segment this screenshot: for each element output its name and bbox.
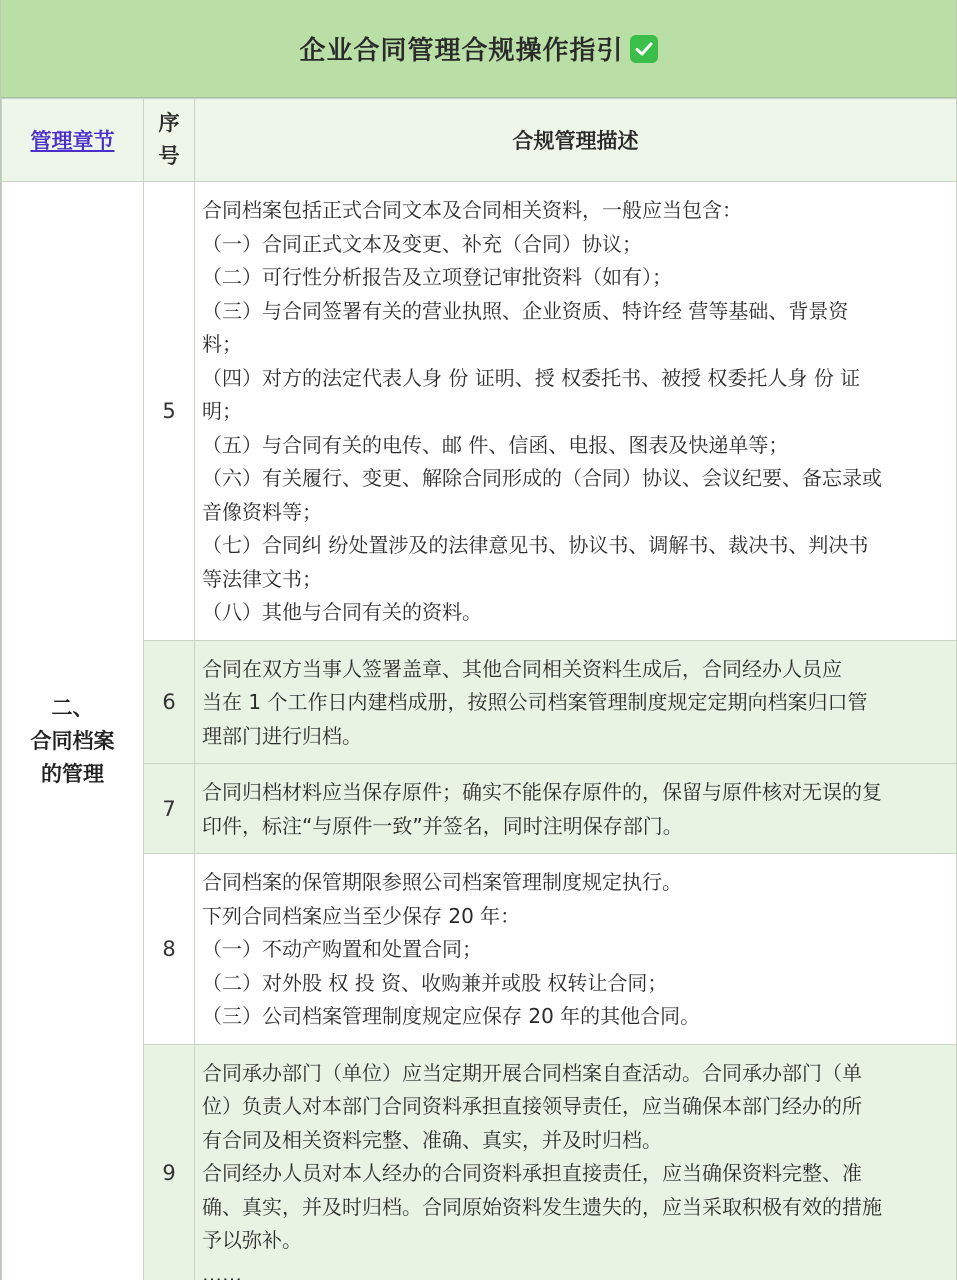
header-chapter[interactable] <box>2 99 144 182</box>
row-desc <box>195 182 957 641</box>
desc-line: 合同经办人员对本人经办的合同资料承担直接责任，应当确保资料完整、准 <box>202 1161 862 1185</box>
page-title: 企业合同管理合规操作指引 <box>299 36 624 66</box>
desc-line: 有合同及相关资料完整、准确、真实，并及时归档。 <box>202 1127 662 1152</box>
chapter-link[interactable]: 管理章节 <box>30 129 115 153</box>
section-title-line2: 的管理 <box>41 762 104 787</box>
row-seq: 9 <box>144 1044 195 1280</box>
header-seq <box>144 99 195 182</box>
desc-line: 合同档案包括正式合同文本及合同相关资料，一般应当包含： <box>202 198 742 222</box>
desc-line: 合同档案的保管期限参照公司档案管理制度规定执行。 <box>202 870 682 894</box>
header-seq-bottom: 号 <box>158 144 180 168</box>
desc-line: （一）合同正式文本及变更、补充（合同）协议； <box>202 231 642 256</box>
desc-line: 音像资料等； <box>202 499 322 524</box>
header-desc: 合规管理描述 <box>195 99 957 182</box>
table-row <box>2 640 957 764</box>
desc-line: （七）合同纠 纷处置涉及的法律意见书、协议书、调解书、裁决书、判决书 <box>202 533 869 557</box>
desc-line: …… <box>202 1261 242 1280</box>
table-row <box>2 764 957 854</box>
desc-line: （三）公司档案管理制度规定应保存 20 年的其他合同。 <box>202 1004 701 1028</box>
desc-line: 明； <box>202 399 242 423</box>
desc-line: （三）与合同签署有关的营业执照、企业资质、特许经 营等基础、背景资 <box>202 298 849 323</box>
row-seq: 5 <box>144 182 195 641</box>
section-number: 二、 <box>51 696 94 721</box>
desc-line: 合同归档材料应当保存原件；确实不能保存原件的，保留与原件核对无误的复 <box>202 780 882 804</box>
section-cell <box>2 182 144 1280</box>
desc-line: 确、真实，并及时归档。合同原始资料发生遗失的，应当采取积极有效的措施 <box>202 1194 882 1219</box>
header-seq-top: 序 <box>158 111 180 135</box>
compliance-table <box>1 98 957 1280</box>
desc-line: （八）其他与合同有关的资料。 <box>202 600 482 624</box>
row-desc <box>195 1044 957 1280</box>
row-desc <box>195 640 957 764</box>
desc-line: 印件，标注“与原件一致”并签名，同时注明保存部门。 <box>202 813 683 838</box>
desc-line: （四）对方的法定代表人身 份 证明、授 权委托书、被授 权委托人身 份 证 <box>202 365 861 390</box>
section-title-line1: 合同档案 <box>30 729 115 754</box>
table-row <box>2 1044 957 1280</box>
row-seq: 6 <box>144 640 195 764</box>
desc-line: 理部门进行归档。 <box>202 723 362 748</box>
title-bar <box>1 0 956 98</box>
desc-line: （一）不动产购置和处置合同； <box>202 937 482 961</box>
table-row <box>2 854 957 1045</box>
desc-line: 位）负责人对本部门合同资料承担直接领导责任，应当确保本部门经办的所 <box>202 1094 862 1118</box>
desc-line: 合同在双方当事人签署盖章、其他合同相关资料生成后，合同经办人员应 <box>202 656 842 681</box>
desc-line: （六）有关履行、变更、解除合同形成的（合同）协议、会议纪要、备忘录或 <box>202 466 882 490</box>
row-desc <box>195 854 957 1045</box>
desc-line: 合同承办部门（单位）应当定期开展合同档案自查活动。合同承办部门（单 <box>202 1060 862 1085</box>
desc-line: 当在 1 个工作日内建档成册，按照公司档案管理制度规定定期向档案归口管 <box>202 690 868 714</box>
desc-line: （五）与合同有关的电传、邮 件、信函、电报、图表及快递单等； <box>202 432 789 457</box>
desc-line: 等法律文书； <box>202 566 322 591</box>
table-row <box>2 182 957 641</box>
row-desc <box>195 764 957 854</box>
desc-line: （二）对外股 权 投 资、收购兼并或股 权转让合同； <box>202 970 668 995</box>
desc-line: 予以弥补。 <box>202 1228 302 1252</box>
row-seq: 7 <box>144 764 195 854</box>
desc-line: （二）可行性分析报告及立项登记审批资料（如有）； <box>202 265 672 289</box>
check-box-icon <box>630 35 658 63</box>
row-seq: 8 <box>144 854 195 1045</box>
desc-line: 下列合同档案应当至少保存 20 年： <box>202 903 521 928</box>
table-header-row <box>2 99 957 182</box>
desc-line: 料； <box>202 332 242 356</box>
